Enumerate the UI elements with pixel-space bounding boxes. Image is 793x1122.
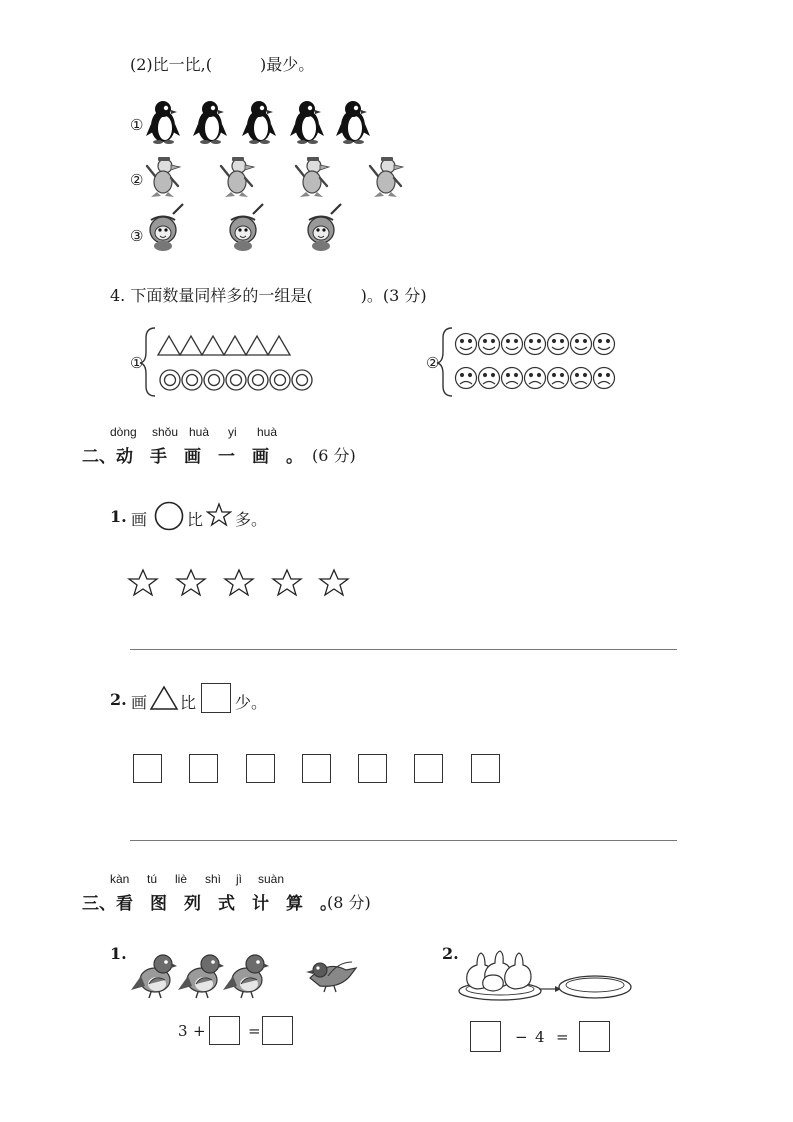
s3-q2-number: 2. (442, 944, 459, 963)
star-row (125, 566, 355, 600)
bird-1 (131, 955, 177, 998)
section2-pinyin-4: yi (228, 425, 237, 439)
penguin-row (146, 101, 370, 144)
section3-pinyin-5: jì (236, 872, 242, 886)
smile-face-icon-3 (502, 334, 523, 355)
ring-row (160, 370, 312, 390)
triangle-3 (202, 336, 224, 355)
empty-plate (559, 976, 631, 998)
smile-row (456, 334, 615, 355)
penguin-2 (193, 101, 227, 144)
monkey-3 (308, 204, 341, 251)
ring-7 (292, 370, 312, 390)
s2-q2-text1: 画 (131, 693, 148, 712)
triangle-4 (224, 336, 246, 355)
s2-q1-number: 1. (110, 507, 127, 526)
monkey-1 (150, 204, 183, 251)
s2-q1-text2: 比 (187, 510, 204, 529)
q4-figures (0, 320, 793, 400)
star-4 (273, 570, 301, 595)
penguin-4 (290, 101, 324, 144)
ring-1 (160, 370, 180, 390)
s3-q2-answer-box-1[interactable] (470, 1021, 501, 1052)
s2-q2-number: 2. (110, 690, 127, 709)
row-marker-3: ③ (130, 227, 144, 245)
s3-q1-eq: = (248, 1022, 261, 1040)
section2-pinyin-5: huà (257, 425, 278, 439)
triangle-5 (246, 336, 268, 355)
penguin-5 (336, 101, 370, 144)
smile-face-icon-2 (479, 334, 500, 355)
s2-q1-text1: 画 (131, 510, 148, 529)
section3-score: (8 分) (327, 893, 371, 912)
section3-pinyin-3: liè (175, 872, 188, 886)
star-2 (177, 570, 205, 595)
section3-pinyin-1: kàn (110, 872, 130, 886)
s3-q2-answer-box-2[interactable] (579, 1021, 610, 1052)
s3-q1-answer-box-1[interactable] (209, 1016, 240, 1045)
star-shape-icon (206, 502, 232, 528)
section3-title: 三、看 图 列 式 计 算 。 (82, 894, 337, 914)
circle-shape-icon (153, 500, 185, 532)
q4-group2-marker: ② (426, 354, 440, 372)
section2-title: 二、动 手 画 一 画 。 (82, 447, 303, 467)
flying-bird (306, 962, 356, 992)
s3-q2-eq: = (556, 1028, 569, 1046)
section3-pinyin-2: tú (147, 872, 158, 886)
row-marker-2: ② (130, 171, 144, 189)
duck-row (147, 157, 403, 197)
frown-face-icon-7 (594, 368, 615, 389)
duck-1 (147, 157, 180, 197)
triangle-row (158, 336, 290, 355)
bird-3 (223, 955, 269, 998)
s2-q2-text3: 少。 (235, 693, 268, 712)
s2-q2-text2: 比 (180, 693, 197, 712)
row-marker-1: ① (130, 116, 144, 134)
bird-2 (178, 955, 224, 998)
s2-q1-text3: 多。 (235, 510, 268, 529)
s3-q2-op: − (515, 1028, 528, 1046)
triangle-shape-icon (149, 684, 179, 712)
square-6 (414, 754, 443, 783)
ring-5 (248, 370, 268, 390)
q4-prompt: 4. 下面数量同样多的一组是( )。(3 分) (110, 286, 427, 305)
triangle-6 (268, 336, 290, 355)
frown-face-icon-4 (525, 368, 546, 389)
monkey-2 (230, 204, 263, 251)
pear-4 (483, 975, 504, 991)
star-5 (320, 570, 348, 595)
smile-face-icon-4 (525, 334, 546, 355)
s3-q1-number: 1. (110, 944, 127, 963)
smile-face-icon-1 (456, 334, 477, 355)
pear-plates-figure (455, 945, 640, 1011)
q3-part2-prompt: (2)比一比,( )最少。 (130, 55, 315, 74)
s3-q1-op: + (193, 1022, 206, 1040)
bird-group (125, 948, 375, 1003)
frown-face-icon-6 (571, 368, 592, 389)
s3-q2-operand: 4 (535, 1028, 545, 1046)
square-1 (133, 754, 162, 783)
smile-face-icon-6 (571, 334, 592, 355)
answer-line-1 (130, 649, 677, 650)
triangle-2 (180, 336, 202, 355)
brace-icon-1 (140, 328, 155, 396)
section3-pinyin-6: suàn (258, 872, 285, 886)
s3-q1-answer-box-2[interactable] (262, 1016, 293, 1045)
smile-face-icon-5 (548, 334, 569, 355)
star-1 (129, 570, 157, 595)
ring-6 (270, 370, 290, 390)
ring-4 (226, 370, 246, 390)
triangle-1 (158, 336, 180, 355)
square-shape-icon (201, 683, 231, 713)
square-5 (358, 754, 387, 783)
pear-group (467, 951, 531, 991)
ring-2 (182, 370, 202, 390)
animal-rows (0, 0, 793, 260)
frown-face-icon-3 (502, 368, 523, 389)
square-3 (246, 754, 275, 783)
duck-4 (370, 157, 403, 197)
answer-line-2 (130, 840, 677, 841)
frown-face-icon-5 (548, 368, 569, 389)
duck-3 (296, 157, 329, 197)
frown-row (456, 368, 615, 389)
smile-face-icon-7 (594, 334, 615, 355)
ring-3 (204, 370, 224, 390)
section2-pinyin-2: shǒu (152, 425, 179, 439)
star-3 (225, 570, 253, 595)
brace-icon-2 (437, 328, 452, 396)
square-4 (302, 754, 331, 783)
arrow-icon (539, 986, 561, 992)
section2-pinyin-3: huà (189, 425, 210, 439)
section2-score: (6 分) (312, 446, 356, 465)
frown-face-icon-2 (479, 368, 500, 389)
square-7 (471, 754, 500, 783)
q4-group1-marker: ① (130, 354, 144, 372)
monkey-row (150, 204, 341, 251)
penguin-1 (146, 101, 180, 144)
frown-face-icon-1 (456, 368, 477, 389)
penguin-3 (242, 101, 276, 144)
duck-2 (221, 157, 254, 197)
square-2 (189, 754, 218, 783)
section2-pinyin-1: dòng (110, 425, 137, 439)
s3-q1-operand: 3 (178, 1022, 188, 1040)
pear-3 (505, 953, 531, 989)
section3-pinyin-4: shì (205, 872, 222, 886)
